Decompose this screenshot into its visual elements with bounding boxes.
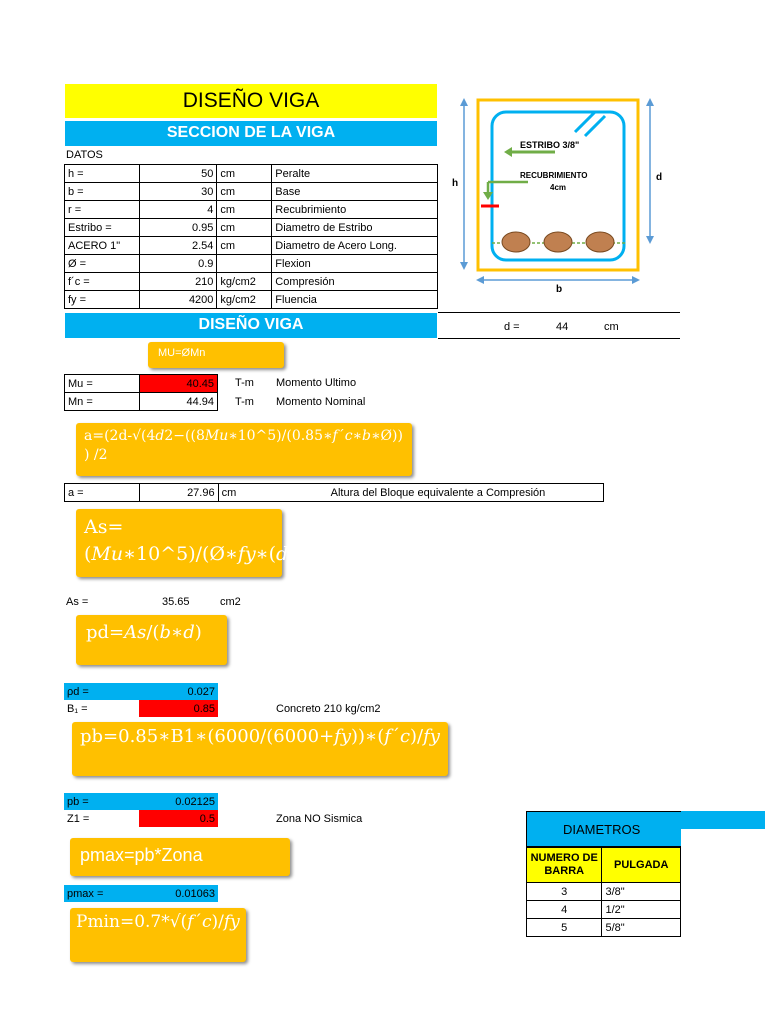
datos-desc: Flexion	[272, 255, 438, 273]
rebar	[502, 232, 530, 252]
datos-desc: Compresión	[272, 273, 438, 291]
pmax-formula: pmax=pb*Zona	[70, 838, 290, 876]
diametros-header	[526, 811, 681, 847]
d-value: 44	[556, 321, 569, 333]
pmin-formula: Pmin=0.7*√(𝑓´𝑐)/𝑓𝑦	[70, 908, 246, 962]
recubrimiento-label: RECUBRIMIENTO	[520, 171, 588, 180]
datos-value: 50	[139, 165, 217, 183]
moment-table	[64, 374, 218, 411]
datos-unit: cm	[217, 219, 272, 237]
d-name: d =	[504, 321, 520, 333]
pd-name: ρd =	[64, 683, 139, 700]
as-name: As =	[66, 596, 89, 608]
pd-value: 0.027	[139, 683, 218, 700]
pulgada: 5/8"	[602, 919, 681, 937]
a-formula: a=(2d-√(4𝑑2−((8𝑀𝑢∗10^5)/(0.85∗𝑓´𝑐∗𝑏∗Ø)) ) /2	[76, 423, 412, 476]
h-label: h	[452, 178, 459, 189]
mu-desc: Momento Ultimo	[276, 377, 357, 389]
numero-barra: 4	[527, 901, 602, 919]
datos-unit	[217, 255, 272, 273]
diametro-row	[527, 919, 681, 937]
mn-desc: Momento Nominal	[276, 396, 366, 408]
datos-row	[65, 183, 438, 201]
datos-table	[64, 164, 438, 309]
z1-desc: Zona NO Sismica	[276, 813, 363, 825]
mn-name: Mn =	[65, 393, 140, 411]
datos-name: h =	[65, 165, 140, 183]
d-row	[438, 312, 680, 339]
pd-table	[64, 683, 218, 717]
as-formula: As=(𝑀𝑢∗10^5)/(Ø∗𝑓𝑦∗(𝑑−𝑎/2)	[76, 509, 282, 577]
datos-unit: kg/cm2	[217, 291, 272, 309]
a-value: 27.96	[139, 484, 218, 502]
pb-table	[64, 793, 218, 827]
datos-value: 0.9	[139, 255, 217, 273]
beam-section-diagram	[450, 90, 680, 310]
datos-value: 4	[139, 201, 217, 219]
datos-value: 30	[139, 183, 217, 201]
section-title: SECCION DE LA VIGA	[65, 121, 437, 146]
datos-unit: cm	[217, 201, 272, 219]
pmax-name: pmax =	[64, 885, 139, 902]
datos-row	[65, 291, 438, 309]
datos-row	[65, 201, 438, 219]
datos-name: ACERO 1"	[65, 237, 140, 255]
pmax-value: 0.01063	[139, 885, 218, 902]
a-unit: cm	[218, 484, 273, 502]
as-unit: cm2	[220, 596, 241, 608]
datos-row	[65, 237, 438, 255]
pb-name: pb =	[64, 793, 139, 810]
rebar	[586, 232, 614, 252]
datos-unit: cm	[217, 183, 272, 201]
a-name: a =	[65, 484, 140, 502]
pb-value: 0.02125	[139, 793, 218, 810]
datos-value: 0.95	[139, 219, 217, 237]
numero-barra: 3	[527, 883, 602, 901]
datos-unit: cm	[217, 165, 272, 183]
diametro-row	[527, 901, 681, 919]
datos-row	[65, 219, 438, 237]
diametros-table	[526, 847, 681, 937]
datos-name: Ø =	[65, 255, 140, 273]
datos-name: fy =	[65, 291, 140, 309]
numero-barra: 5	[527, 919, 602, 937]
mu-unit: T-m	[235, 377, 254, 389]
diametro-row	[527, 883, 681, 901]
header-pulgada: PULGADA	[602, 848, 681, 883]
datos-desc: Recubrimiento	[272, 201, 438, 219]
datos-name: Estribo =	[65, 219, 140, 237]
estribo-label: ESTRIBO 3/8"	[520, 140, 580, 150]
diametros-title: DIAMETROS	[563, 822, 641, 837]
datos-row	[65, 255, 438, 273]
datos-desc: Diametro de Estribo	[272, 219, 438, 237]
b1-desc: Concreto 210 kg/cm2	[276, 703, 381, 715]
datos-value: 2.54	[139, 237, 217, 255]
datos-label: DATOS	[66, 149, 103, 161]
datos-row	[65, 165, 438, 183]
datos-desc: Peralte	[272, 165, 438, 183]
pmax-table	[64, 885, 218, 902]
datos-row	[65, 273, 438, 291]
header-numero: NUMERO DE BARRA	[527, 848, 602, 883]
pd-formula: pd=𝐴𝑠/(𝑏∗𝑑)	[76, 615, 227, 665]
a-table	[64, 483, 604, 502]
z1-value: 0.5	[139, 810, 218, 827]
pulgada: 1/2"	[602, 901, 681, 919]
datos-name: r =	[65, 201, 140, 219]
mu-name: Mu =	[65, 375, 140, 393]
b-label: b	[556, 284, 563, 295]
mu-formula: MU=ØMn	[148, 342, 284, 368]
datos-desc: Fluencia	[272, 291, 438, 309]
datos-desc: Diametro de Acero Long.	[272, 237, 438, 255]
design-title: DISEÑO VIGA	[65, 313, 437, 338]
pulgada: 3/8"	[602, 883, 681, 901]
a-desc: Altura del Bloque equivalente a Compresión	[273, 484, 604, 502]
d-unit: cm	[604, 321, 619, 333]
rebar	[544, 232, 572, 252]
pb-formula: pb=0.85∗B1∗(6000/(6000+𝑓𝑦))∗(𝑓´𝑐)/𝑓𝑦	[72, 722, 448, 776]
datos-desc: Base	[272, 183, 438, 201]
datos-value: 4200	[139, 291, 217, 309]
recubrimiento-value: 4cm	[550, 183, 567, 192]
page-title: DISEÑO VIGA	[65, 84, 437, 118]
as-value: 35.65	[162, 596, 190, 608]
mu-value: 40.45	[139, 375, 218, 393]
d-label: d	[656, 172, 663, 183]
datos-value: 210	[139, 273, 217, 291]
datos-unit: kg/cm2	[217, 273, 272, 291]
diametros-header-extension	[681, 811, 765, 829]
b1-value: 0.85	[139, 700, 218, 717]
datos-name: b =	[65, 183, 140, 201]
b1-name: B₁ =	[67, 702, 88, 715]
z1-name: Z1 =	[67, 812, 90, 825]
mn-value: 44.94	[139, 393, 218, 411]
datos-name: f´c =	[65, 273, 140, 291]
datos-unit: cm	[217, 237, 272, 255]
mn-unit: T-m	[235, 396, 254, 408]
